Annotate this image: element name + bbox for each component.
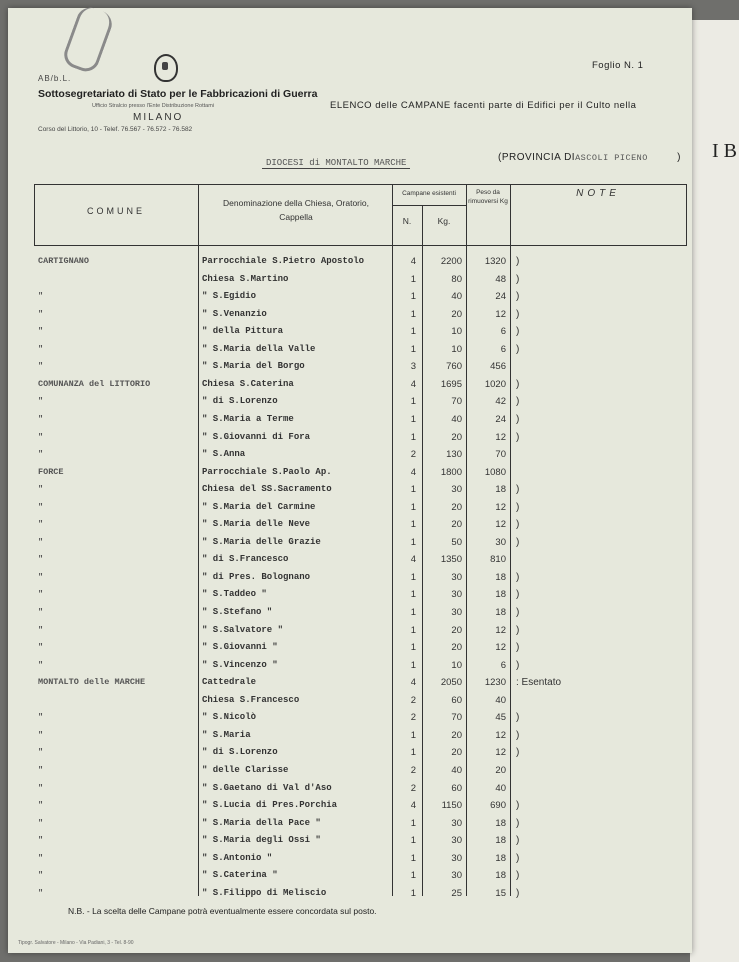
row-weight-to-remove: 690	[490, 800, 506, 812]
row-bell-count: 1	[410, 413, 416, 425]
col-header-note: NOTE	[576, 188, 620, 199]
table-row	[8, 430, 692, 448]
row-bell-weight: 20	[451, 642, 462, 654]
row-weight-to-remove: 40	[495, 694, 506, 706]
row-bell-weight: 25	[451, 887, 462, 899]
col-header-kg: Kg.	[437, 216, 451, 226]
row-bell-count: 1	[410, 659, 416, 671]
row-weight-to-remove: 12	[495, 519, 506, 531]
row-bell-count: 1	[410, 484, 416, 496]
row-church: Parrocchiale S.Paolo Ap.	[202, 466, 332, 477]
row-comune: "	[38, 817, 44, 828]
row-bell-weight: 30	[451, 870, 462, 882]
row-comune: "	[38, 554, 44, 565]
row-comune: "	[38, 764, 44, 775]
row-church: Parrocchiale S.Pietro Apostolo	[202, 256, 365, 266]
row-bell-count: 1	[410, 501, 416, 513]
table-row	[8, 781, 692, 799]
col-header-comune: COMUNE	[87, 206, 145, 216]
row-comune: COMUNANZA del LITTORIO	[38, 378, 151, 389]
printer-credit: Tipogr. Salvatore - Milano - Via Padiani, 3 - Tel. 8-90	[18, 940, 134, 946]
row-church: Chiesa S.Martino	[202, 273, 289, 284]
row-bell-count: 4	[410, 554, 416, 566]
row-weight-to-remove: 810	[490, 554, 506, 566]
row-comune: "	[38, 852, 44, 863]
row-weight-to-remove: 20	[495, 764, 506, 776]
row-bell-weight: 130	[446, 449, 462, 461]
province-close: )	[677, 152, 682, 163]
row-note: )	[516, 817, 520, 829]
row-bell-weight: 80	[451, 273, 462, 285]
table-row	[8, 570, 692, 588]
row-bell-weight: 30	[451, 817, 462, 829]
row-weight-to-remove: 12	[495, 308, 506, 320]
row-church: " della Pittura	[202, 326, 284, 337]
table-row	[8, 658, 692, 676]
row-bell-count: 1	[410, 729, 416, 741]
row-bell-weight: 760	[446, 361, 462, 373]
row-bell-count: 1	[410, 291, 416, 303]
row-church: " S.Maria degli Ossi "	[202, 835, 321, 846]
office-city: MILANO	[133, 112, 184, 123]
row-bell-weight: 10	[451, 343, 462, 355]
row-bell-count: 1	[410, 624, 416, 636]
row-weight-to-remove: 456	[490, 361, 506, 373]
row-bell-count: 1	[410, 519, 416, 531]
table-row	[8, 342, 692, 360]
row-bell-count: 1	[410, 396, 416, 408]
row-note: )	[516, 326, 520, 338]
table-row	[8, 500, 692, 518]
row-weight-to-remove: 6	[500, 326, 506, 338]
row-bell-count: 1	[410, 870, 416, 882]
row-church: " S.Maria del Carmine	[202, 501, 316, 512]
row-weight-to-remove: 40	[495, 782, 506, 794]
row-bell-count: 1	[410, 852, 416, 864]
row-weight-to-remove: 18	[495, 817, 506, 829]
row-weight-to-remove: 15	[495, 887, 506, 899]
row-bell-weight: 40	[451, 764, 462, 776]
row-comune: "	[38, 343, 44, 354]
province-value: ASCOLI PICENO	[575, 153, 648, 163]
row-note: )	[516, 887, 520, 899]
row-note: )	[516, 800, 520, 812]
row-note: )	[516, 413, 520, 425]
row-church: " S.Maria della Pace "	[202, 817, 321, 828]
row-note: )	[516, 642, 520, 654]
footnote: N.B. - La scelta delle Campane potrà eventualmente essere concordata sul posto.	[68, 906, 377, 916]
row-bell-count: 1	[410, 589, 416, 601]
table-row	[8, 517, 692, 535]
row-weight-to-remove: 1320	[484, 256, 506, 267]
row-bell-weight: 30	[451, 571, 462, 583]
row-note: )	[516, 659, 520, 671]
row-church: " di Pres. Bolognano	[202, 571, 311, 582]
list-title: ELENCO delle CAMPANE facenti parte di Edifici per il Culto nella	[330, 100, 637, 111]
row-weight-to-remove: 12	[495, 642, 506, 654]
row-bell-weight: 50	[451, 536, 462, 548]
row-note: )	[516, 835, 520, 847]
row-weight-to-remove: 70	[495, 449, 506, 461]
row-bell-count: 3	[410, 361, 416, 373]
row-weight-to-remove: 12	[495, 729, 506, 741]
row-weight-to-remove: 1230	[484, 677, 506, 689]
office-name: Sottosegretariato di Stato per le Fabbricazioni di Guerra	[38, 88, 318, 100]
row-comune: "	[38, 712, 44, 723]
row-comune: "	[38, 870, 44, 881]
table-row	[8, 394, 692, 412]
table-row	[8, 605, 692, 623]
row-bell-count: 1	[410, 273, 416, 285]
paper-clip-icon	[60, 4, 115, 76]
table-row	[8, 377, 692, 395]
row-church: " S.Caterina "	[202, 870, 278, 881]
row-comune: FORCE	[38, 466, 64, 477]
row-comune: "	[38, 729, 44, 740]
row-note: )	[516, 256, 520, 267]
row-church: " S.Filippo di Meliscio	[202, 887, 327, 898]
row-bell-count: 2	[410, 694, 416, 706]
row-comune: "	[38, 607, 44, 617]
row-weight-to-remove: 24	[495, 291, 506, 303]
row-weight-to-remove: 1020	[484, 378, 506, 390]
row-church: " S.Giovanni "	[202, 642, 278, 653]
row-bell-count: 1	[410, 308, 416, 320]
row-bell-count: 1	[410, 571, 416, 583]
row-bell-count: 1	[410, 343, 416, 355]
row-note: )	[516, 273, 520, 285]
row-note: )	[516, 501, 520, 513]
row-note: )	[516, 712, 520, 724]
table-row	[8, 623, 692, 641]
row-bell-weight: 40	[451, 413, 462, 425]
row-note: : Esentato	[516, 677, 562, 689]
row-weight-to-remove: 30	[495, 536, 506, 548]
table-row	[8, 324, 692, 342]
row-bell-weight: 30	[451, 589, 462, 601]
province-label: (PROVINCIA DI	[498, 152, 576, 163]
row-bell-weight: 1695	[440, 378, 462, 390]
table-row	[8, 763, 692, 781]
row-note: )	[516, 308, 520, 320]
row-comune: "	[38, 800, 44, 811]
row-note: )	[516, 607, 520, 618]
row-church: " S.Maria delle Neve	[202, 519, 311, 530]
table-row	[8, 816, 692, 834]
row-comune: "	[38, 747, 44, 758]
row-bell-weight: 2050	[440, 677, 462, 689]
row-church: " S.Venanzio	[202, 308, 267, 319]
row-comune: "	[38, 835, 44, 846]
col-header-church: Denominazione della Chiesa, Oratorio, Cappella	[223, 198, 369, 222]
row-comune: "	[38, 431, 44, 442]
row-weight-to-remove: 18	[495, 835, 506, 847]
row-church: " S.Lucia di Pres.Porchia	[202, 800, 338, 811]
row-note: )	[516, 291, 520, 303]
table-row	[8, 254, 692, 272]
row-bell-count: 2	[410, 764, 416, 776]
row-comune: "	[38, 589, 44, 600]
row-weight-to-remove: 6	[500, 659, 506, 671]
row-weight-to-remove: 6	[500, 343, 506, 355]
document-sheet	[8, 8, 692, 953]
row-church: " di S.Lorenzo	[202, 747, 278, 758]
table-row	[8, 693, 692, 711]
row-bell-weight: 30	[451, 607, 462, 618]
row-bell-weight: 30	[451, 835, 462, 847]
row-church: Chiesa S.Caterina	[202, 378, 294, 389]
row-church: " S.Maria a Terme	[202, 413, 294, 424]
row-bell-count: 4	[410, 256, 416, 267]
row-bell-weight: 70	[451, 712, 462, 724]
row-bell-count: 1	[410, 431, 416, 443]
row-bell-weight: 10	[451, 659, 462, 671]
row-weight-to-remove: 18	[495, 607, 506, 618]
row-bell-weight: 1150	[441, 800, 462, 812]
row-weight-to-remove: 42	[495, 396, 506, 408]
table-row	[8, 535, 692, 553]
table-row	[8, 359, 692, 377]
row-comune: "	[38, 484, 44, 495]
table-row	[8, 851, 692, 869]
row-weight-to-remove: 12	[495, 624, 506, 636]
row-bell-count: 1	[410, 747, 416, 759]
table-row	[8, 640, 692, 658]
table-row	[8, 482, 692, 500]
row-weight-to-remove: 18	[495, 852, 506, 864]
row-note: )	[516, 571, 520, 583]
table-row	[8, 307, 692, 325]
row-weight-to-remove: 18	[495, 571, 506, 583]
row-bell-weight: 10	[451, 326, 462, 338]
row-comune: "	[38, 361, 44, 372]
row-bell-weight: 70	[451, 396, 462, 408]
row-comune: MONTALTO delle MARCHE	[38, 677, 146, 688]
row-bell-weight: 20	[451, 519, 462, 531]
row-weight-to-remove: 1080	[484, 466, 506, 478]
row-weight-to-remove: 18	[495, 484, 506, 496]
row-church: " S.Salvatore "	[202, 624, 284, 635]
row-bell-weight: 20	[451, 431, 462, 443]
row-note: )	[516, 747, 520, 759]
row-church: " S.Maria della Valle	[202, 343, 316, 354]
row-comune: "	[38, 536, 44, 547]
row-bell-count: 1	[410, 326, 416, 338]
row-note: )	[516, 870, 520, 882]
row-bell-weight: 1350	[440, 554, 462, 566]
table-row	[8, 728, 692, 746]
row-weight-to-remove: 24	[495, 413, 506, 425]
office-address: Corso del Littorio, 10 - Telef. 76.567 - 76.572 - 76.582	[38, 126, 193, 133]
row-church: " S.Gaetano di Val d'Aso	[202, 782, 332, 793]
row-comune: CARTIGNANO	[38, 256, 90, 266]
table-row	[8, 675, 692, 693]
row-bell-count: 2	[410, 782, 416, 794]
row-comune: "	[38, 413, 44, 424]
row-comune: "	[38, 308, 44, 319]
row-weight-to-remove: 18	[495, 870, 506, 882]
row-comune: "	[38, 887, 44, 898]
table-row	[8, 710, 692, 728]
row-weight-to-remove: 12	[495, 501, 506, 513]
row-bell-count: 1	[410, 642, 416, 654]
table-row	[8, 745, 692, 763]
row-bell-count: 2	[410, 449, 416, 461]
row-weight-to-remove: 45	[495, 712, 506, 724]
row-church: " S.Anna	[202, 449, 246, 460]
row-note: )	[516, 624, 520, 636]
row-church: " S.Egidio	[202, 291, 257, 302]
row-church: " S.Vincenzo "	[202, 659, 278, 670]
table-row	[8, 552, 692, 570]
row-bell-weight: 2200	[440, 256, 462, 267]
row-church: " di S.Francesco	[202, 554, 289, 565]
table-row	[8, 868, 692, 886]
row-church: " S.Maria	[202, 729, 251, 740]
row-church: " S.Stefano "	[202, 607, 273, 617]
row-note: )	[516, 852, 520, 864]
row-bell-count: 4	[410, 800, 416, 812]
row-church: " S.Taddeo "	[202, 589, 267, 600]
row-bell-weight: 20	[451, 624, 462, 636]
row-bell-count: 4	[410, 378, 416, 390]
row-comune: "	[38, 571, 44, 582]
row-church: " S.Maria delle Grazie	[202, 536, 321, 547]
col-header-bells-existing: Campane esistenti	[402, 190, 456, 197]
row-weight-to-remove: 48	[495, 273, 506, 285]
row-bell-count: 1	[410, 536, 416, 548]
row-bell-weight: 1800	[440, 466, 462, 478]
row-weight-to-remove: 18	[495, 589, 506, 601]
row-note: )	[516, 343, 520, 355]
row-bell-count: 4	[410, 466, 416, 478]
diocese-name: DIOCESI di MONTALTO MARCHE	[262, 158, 410, 169]
row-comune: "	[38, 291, 44, 302]
row-weight-to-remove: 12	[495, 747, 506, 759]
office-subtitle: Ufficio Stralcio presso l'Ente Distribuzione Rottami	[92, 103, 214, 109]
row-note: )	[516, 484, 520, 496]
row-bell-weight: 60	[451, 694, 462, 706]
row-bell-weight: 20	[451, 729, 462, 741]
table-row	[8, 886, 692, 904]
row-bell-count: 1	[410, 817, 416, 829]
row-note: )	[516, 729, 520, 741]
row-weight-to-remove: 12	[495, 431, 506, 443]
row-note: )	[516, 431, 520, 443]
row-note: )	[516, 536, 520, 548]
row-bell-count: 1	[410, 835, 416, 847]
table-row	[8, 587, 692, 605]
row-church: " di S.Lorenzo	[202, 396, 278, 407]
row-comune: "	[38, 501, 44, 512]
row-comune: "	[38, 326, 44, 337]
row-church: Chiesa S.Francesco	[202, 694, 300, 705]
row-comune: "	[38, 449, 44, 460]
adjacent-sheet-text: I B	[712, 140, 737, 162]
province-line	[498, 152, 681, 163]
row-note: )	[516, 378, 520, 390]
table-row	[8, 798, 692, 816]
row-church: " S.Antonio "	[202, 852, 273, 863]
sheet-number: Foglio N. 1	[592, 60, 644, 71]
row-bell-count: 2	[410, 712, 416, 724]
row-bell-weight: 20	[451, 308, 462, 320]
row-bell-weight: 20	[451, 747, 462, 759]
col-header-n: N.	[402, 216, 412, 226]
coat-of-arms-icon	[154, 54, 178, 82]
adjacent-sheet	[690, 20, 739, 962]
row-comune: "	[38, 519, 44, 530]
row-bell-count: 1	[410, 607, 416, 618]
row-church: " S.Maria del Borgo	[202, 361, 305, 372]
row-bell-weight: 20	[451, 501, 462, 513]
row-church: " S.Nicolò	[202, 712, 257, 723]
row-bell-weight: 30	[451, 852, 462, 864]
table-row	[8, 412, 692, 430]
row-bell-weight: 40	[451, 291, 462, 303]
row-comune: "	[38, 782, 44, 793]
table-row	[8, 289, 692, 307]
table-row	[8, 833, 692, 851]
row-comune: "	[38, 396, 44, 407]
table-row	[8, 465, 692, 483]
reference-code: AB/b.L.	[38, 74, 72, 83]
row-note: )	[516, 519, 520, 531]
row-comune: "	[38, 659, 44, 670]
row-church: Cattedrale	[202, 677, 257, 688]
row-bell-weight: 30	[451, 484, 462, 496]
col-header-weight-remove: Peso da rimuoversi Kg	[468, 189, 508, 205]
table-row	[8, 447, 692, 465]
row-note: )	[516, 589, 520, 601]
row-church: Chiesa del SS.Sacramento	[202, 484, 332, 495]
row-bell-weight: 60	[451, 782, 462, 794]
row-comune: "	[38, 642, 44, 653]
row-bell-count: 4	[410, 677, 416, 689]
row-bell-count: 1	[410, 887, 416, 899]
row-note: )	[516, 396, 520, 408]
row-church: " S.Giovanni di Fora	[202, 431, 311, 442]
row-comune: "	[38, 624, 44, 635]
table-row	[8, 272, 692, 290]
row-church: " delle Clarisse	[202, 764, 289, 775]
